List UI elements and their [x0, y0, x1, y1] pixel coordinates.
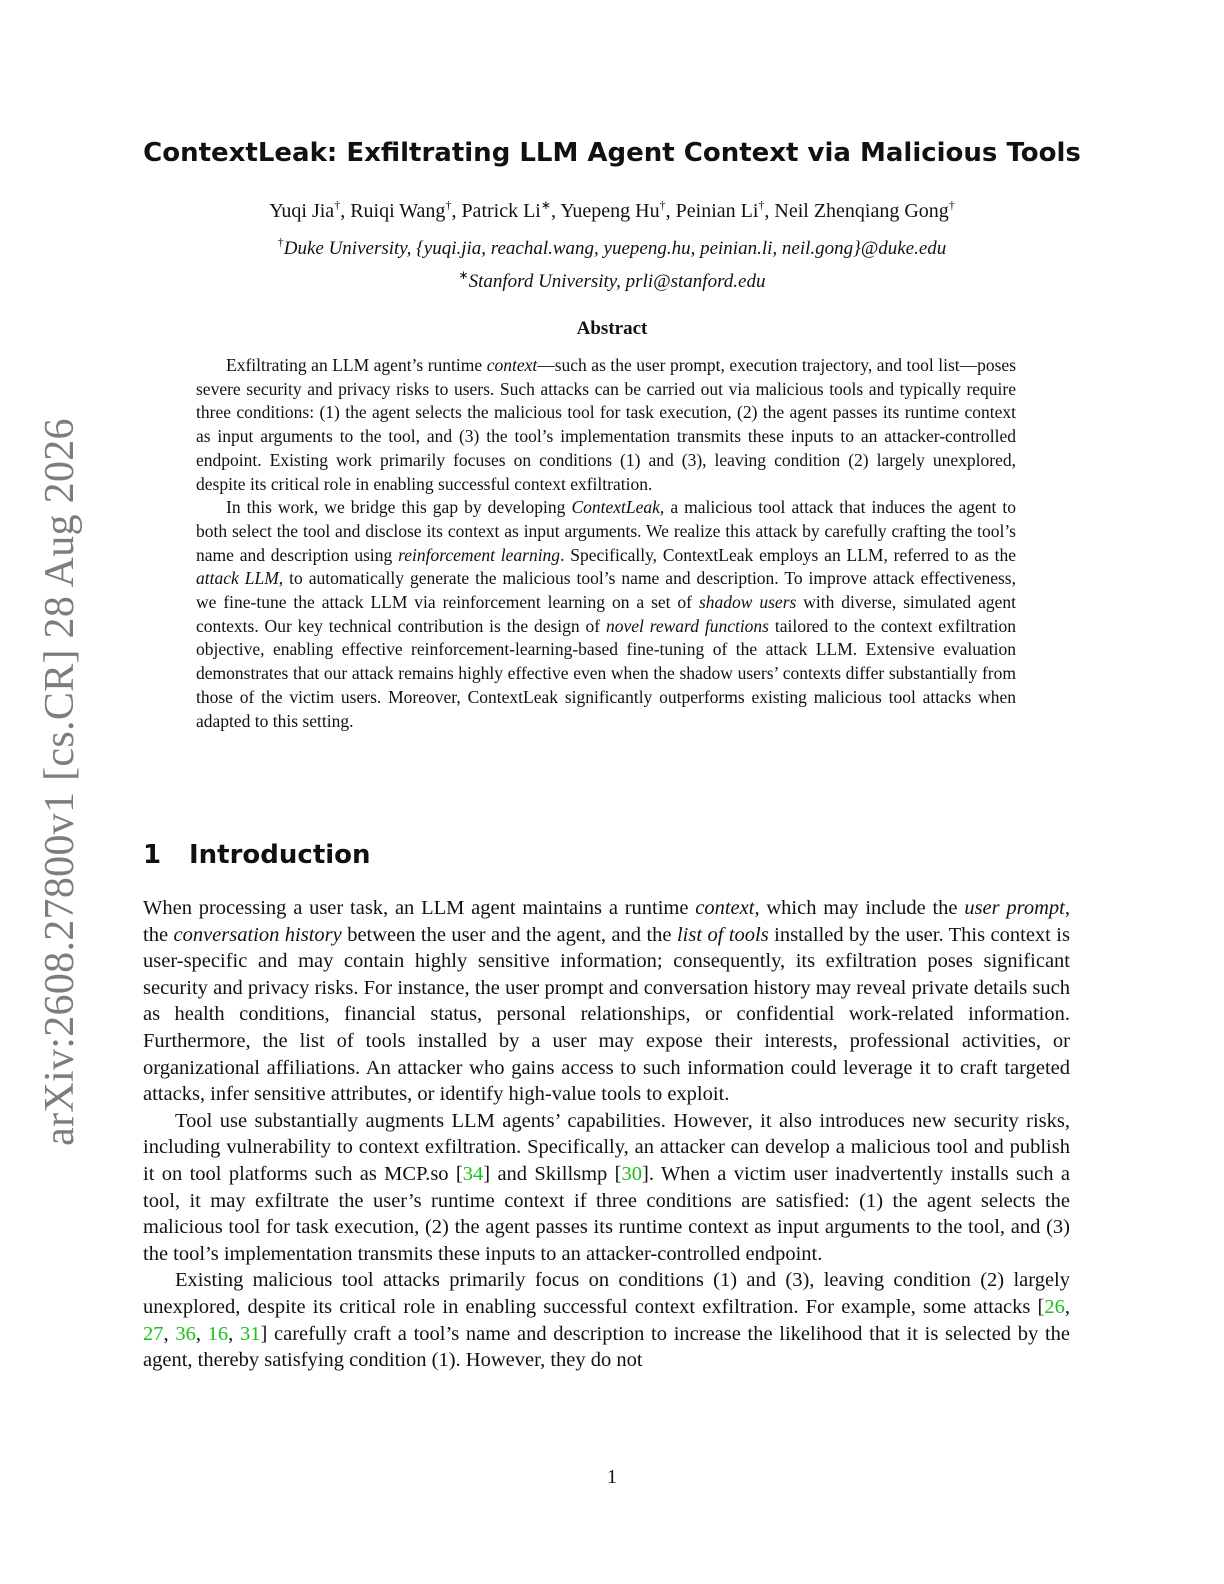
author-name: Neil Zhenqiang Gong	[774, 200, 949, 222]
section-heading-introduction	[143, 840, 371, 870]
emphasized-text: conversation history	[173, 923, 342, 946]
emphasized-text: shadow users	[698, 592, 797, 613]
page-number: 1	[607, 1466, 617, 1488]
abstract-body	[196, 354, 1016, 733]
section-title: Introduction	[189, 840, 371, 870]
affiliation-mark: †	[277, 235, 284, 249]
author-affiliation-mark: †	[948, 198, 955, 212]
introduction-body	[143, 895, 1070, 1374]
abstract-paragraph: Exfiltrating an LLM agent’s runtime context—such as the user prompt, execution trajectory, and tool list—poses severe security and privacy risks to users. Such attacks can be carried out via malicious tools and typically require three conditions: (1) the agent selects the malicious tool for task execution, (2) the agent passes its runtime context as input arguments to the tool, and (3) the tool’s implementation transmits these inputs to an attacker-controlled endpoint. Existing work primarily focuses on conditions (1) and (3), leaving condition (2) largely unexplored, despite its critical role in enabling successful context exfiltration.	[196, 355, 1016, 494]
author-name: Patrick Li	[461, 200, 541, 222]
emphasized-text: attack LLM	[196, 568, 279, 589]
author-affiliation-mark: ∗	[540, 198, 551, 212]
citation-link[interactable]: 26	[1044, 1295, 1065, 1318]
citation-link[interactable]: 36	[175, 1322, 196, 1345]
emphasized-text: reinforcement learning	[398, 544, 561, 565]
emphasized-text: context	[695, 897, 755, 919]
author-name: Yuepeng Hu	[560, 200, 660, 222]
citation-link[interactable]: 34	[462, 1162, 484, 1185]
intro-paragraph: Tool use substantially augments LLM agents’ capabilities. However, it also introduces new security risks, including vulnerability to context exfiltration. Specifically, an attacker can develop a malicious tool and publish it on tool platforms such as MCP.so [34] and Skillsmp [30]. When a victim user inadvertently installs such a tool, it may exfiltrate the user’s runtime context if three conditions are satisfied: (1) the agent selects the malicious tool for task execution, (2) the agent passes its runtime context as input arguments to the tool, and (3) the tool’s implementation transmits these inputs to an attacker-controlled endpoint.	[143, 1109, 1070, 1265]
author-list: Yuqi Jia†, Ruiqi Wang†, Patrick Li∗, Yuepeng Hu†, Peinian Li†, Neil Zhenqiang Gong†	[269, 198, 955, 222]
author-affiliation-mark: †	[334, 198, 341, 212]
intro-paragraph: When processing a user task, an LLM agent maintains a runtime context, which may include the user prompt, the conversation history between the user and the agent, and the list of tools installed by the user. This context is user-specific and may contain highly sensitive information; consequently, its exfiltration poses significant security and privacy risks. For instance, the user prompt and conversation history may reveal private details such as health conditions, financial status, personal relationships, or confidential work-related information. Furthermore, the list of tools installed by a user may expose their interests, professional activities, or organizational affiliations. An attacker who gains access to such information could leverage it to craft targeted attacks, infer sensitive attributes, or identify high-value tools to exploit.	[143, 897, 1070, 1106]
abstract-paragraph: In this work, we bridge this gap by developing ContextLeak, a malicious tool attack that induces the agent to both select the tool and disclose its context as input arguments. We realize this attack by carefully crafting the tool’s name and description using reinforcement learning. Specifically, ContextLeak employs an LLM, referred to as the attack LLM, to automatically generate the malicious tool’s name and description. To improve attack effectiveness, we fine-tune the attack LLM via reinforcement learning on a set of shadow users with diverse, simulated agent contexts. Our key technical contribution is the design of novel reward functions tailored to the context exfiltration objective, enabling effective reinforcement-learning-based fine-tuning of the attack LLM. Extensive evaluation demonstrates that our attack remains highly effective even when the shadow users’ contexts differ substantially from those of the victim users. Moreover, ContextLeak significantly outperforms existing malicious tool attacks when adapted to this setting.	[196, 497, 1017, 731]
emphasized-text: context	[486, 355, 538, 375]
author-affiliation-mark: †	[758, 198, 765, 212]
emphasized-text: list of tools	[676, 923, 769, 946]
arxiv-sidebar	[30, 418, 90, 1146]
section-number: 1	[143, 840, 162, 870]
emphasized-text: novel reward functions	[605, 615, 769, 636]
affiliation-text: Stanford University, prli@stanford.edu	[468, 271, 766, 292]
paper-title: ContextLeak: Exfiltrating LLM Agent Context via Malicious Tools	[143, 138, 1081, 168]
author-affiliation-mark: †	[445, 198, 452, 212]
affiliation-mark: ∗	[458, 268, 469, 282]
emphasized-text: user prompt	[964, 897, 1065, 919]
author-name: Peinian Li	[675, 200, 759, 222]
abstract-heading: Abstract	[576, 318, 648, 339]
author-affiliation-mark: †	[659, 198, 666, 212]
citation-link[interactable]: 27	[143, 1322, 164, 1345]
citation-link[interactable]: 31	[239, 1322, 261, 1345]
citation-link[interactable]: 16	[207, 1322, 229, 1345]
emphasized-text: ContextLeak	[571, 497, 660, 518]
citation-link[interactable]: 30	[621, 1162, 642, 1185]
author-name: Yuqi Jia	[269, 200, 335, 222]
affiliation-text: Duke University, {yuqi.jia, reachal.wang, yuepeng.hu, peinian.li, neil.gong}@duke.edu	[283, 238, 947, 259]
affiliation-stanford	[120, 268, 1104, 293]
author-name: Ruiqi Wang	[350, 200, 446, 222]
affiliation-duke	[120, 235, 1104, 260]
arxiv-identifier: arXiv:2608.27800v1 [cs.CR] 28 Aug 2026	[37, 418, 83, 1146]
intro-paragraph: Existing malicious tool attacks primarily focus on conditions (1) and (3), leaving condition (2) largely unexplored, despite its critical role in enabling successful context exfiltration. For example, some attacks [26, 27, 36, 16, 31] carefully craft a tool’s name and description to increase the likelihood that it is selected by the agent, thereby satisfying condition (1). However, they do not	[143, 1269, 1070, 1372]
